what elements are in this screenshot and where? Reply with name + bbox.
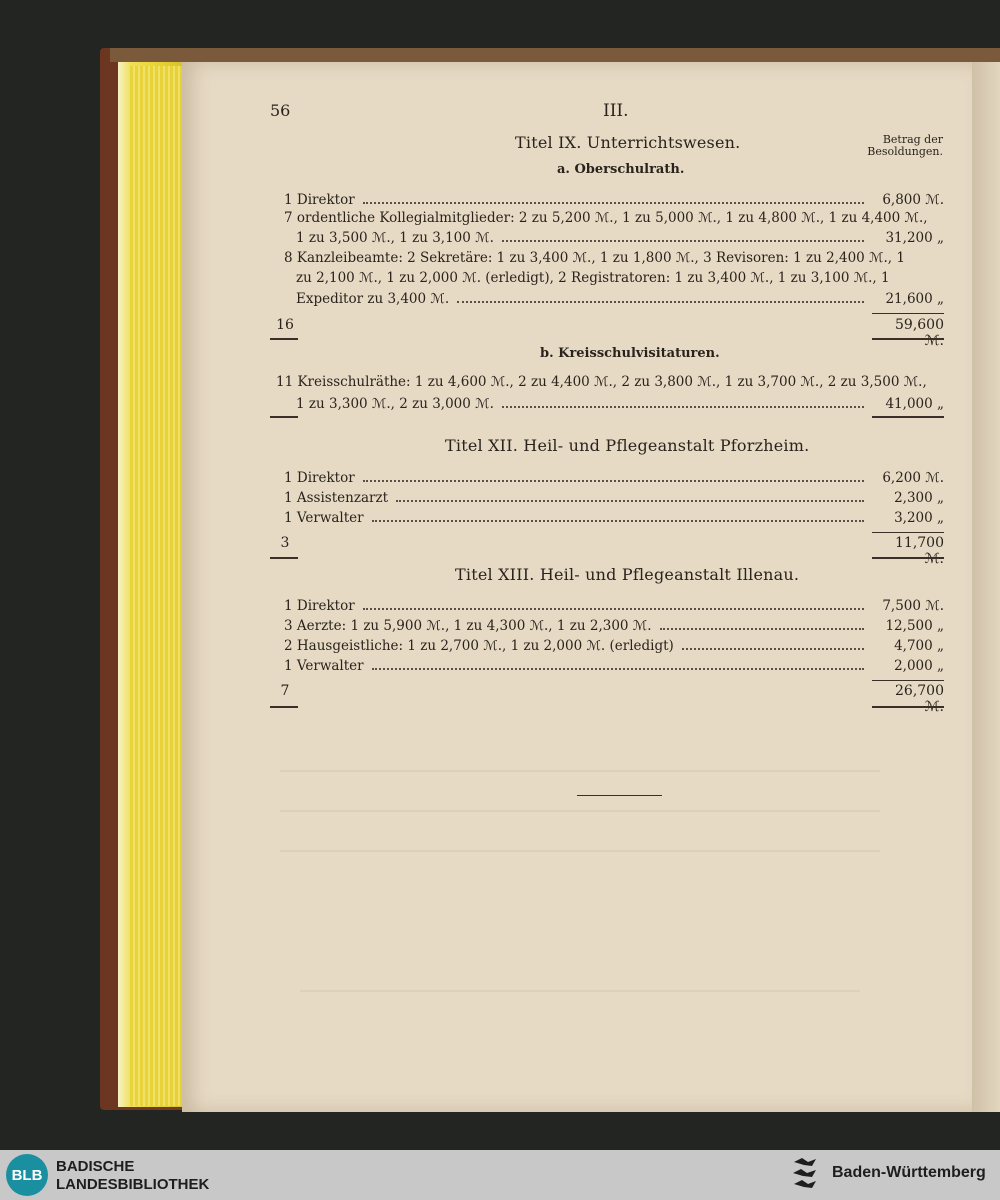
sum-rule <box>872 532 944 533</box>
row-amount: 21,600 „ <box>885 291 944 307</box>
row-xiii-2 <box>284 634 944 654</box>
leader-dots <box>682 648 864 650</box>
row-xiii-3 <box>284 654 944 674</box>
baden-wuerttemberg-label[interactable]: Baden-Württemberg <box>832 1164 986 1181</box>
leader-dots <box>396 500 864 502</box>
titel-ix-heading: Titel IX. Unterrichtswesen. <box>515 133 741 152</box>
total-amount-xiii: 26,700 ℳ. <box>895 683 944 715</box>
row-label: 1 Direktor <box>284 598 355 614</box>
total-rule-right <box>872 706 944 708</box>
row-xiii-0 <box>284 594 944 614</box>
leader-dots <box>363 608 864 610</box>
row-xii-1 <box>284 486 944 506</box>
show-through <box>280 810 880 812</box>
section-a-heading: a. Oberschulrath. <box>557 162 685 177</box>
row-xiii-1 <box>284 614 944 634</box>
sum-rule <box>872 680 944 681</box>
leader-dots <box>660 628 864 630</box>
show-through <box>280 850 880 852</box>
kreisschul-line-1: 11 Kreisschulräthe: 1 zu 4,600 ℳ., 2 zu 4,400 ℳ., 2 zu 3,800 ℳ., 1 zu 3,700 ℳ., 2 zu 3,500 ℳ., <box>276 374 927 390</box>
leader-dots <box>372 520 864 522</box>
row-amount: 3,200 „ <box>894 510 944 526</box>
row-amount: 2,300 „ <box>894 490 944 506</box>
row-kreisschul <box>296 392 944 412</box>
total-rule-right <box>872 338 944 340</box>
row-amount: 6,200 ℳ. <box>882 470 944 486</box>
total-rule-left <box>270 706 298 708</box>
total-count-xiii: 7 <box>280 683 290 699</box>
row-amount: 6,800 ℳ. <box>882 192 944 208</box>
total-rule-left <box>270 416 298 418</box>
row-label: Expeditor zu 3,400 ℳ. <box>296 291 450 307</box>
row-amount: 31,200 „ <box>885 230 944 246</box>
show-through <box>280 770 880 772</box>
page-number: 56 <box>270 101 291 120</box>
blb-logo-icon[interactable]: BLB <box>6 1154 48 1196</box>
row-label: 1 Verwalter <box>284 658 364 674</box>
leader-dots <box>363 202 864 204</box>
column-header: Betrag der Besoldungen. <box>867 133 943 158</box>
section-b-heading: b. Kreisschulvisitaturen. <box>540 346 720 361</box>
row-label: 3 Aerzte: 1 zu 5,900 ℳ., 1 zu 4,300 ℳ., 1 zu 2,300 ℳ. <box>284 618 652 634</box>
row-amount: 7,500 ℳ. <box>882 598 944 614</box>
total-count-xii: 3 <box>280 535 290 551</box>
row-kollegial <box>296 226 944 246</box>
leader-dots <box>457 301 864 303</box>
row-amount: 12,500 „ <box>885 618 944 634</box>
baden-wuerttemberg-lions-icon[interactable] <box>790 1156 820 1194</box>
row-label: 2 Hausgeistliche: 1 zu 2,700 ℳ., 1 zu 2,000 ℳ. (erledigt) <box>284 638 674 654</box>
total-rule-left <box>270 557 298 559</box>
row-amount: 4,700 „ <box>894 638 944 654</box>
section-number: III. <box>603 101 629 121</box>
row-amount: 2,000 „ <box>894 658 944 674</box>
show-through <box>300 990 860 992</box>
row-label: 1 zu 3,500 ℳ., 1 zu 3,100 ℳ. <box>296 230 494 246</box>
leader-dots <box>372 668 864 670</box>
end-rule <box>577 795 662 796</box>
titel-xiii-heading: Titel XIII. Heil- und Pflegeanstalt Illenau. <box>455 565 800 584</box>
sum-rule <box>872 313 944 314</box>
leader-dots <box>363 480 864 482</box>
total-rule-right <box>872 416 944 418</box>
row-direktor-ix <box>284 188 944 208</box>
total-rule-right <box>872 557 944 559</box>
total-count-a: 16 <box>276 317 294 333</box>
row-amount: 41,000 „ <box>885 396 944 412</box>
row-kanzlei <box>296 287 944 307</box>
blb-line-2: LANDESBIBLIOTHEK <box>56 1176 210 1193</box>
total-amount-a: 59,600 ℳ. <box>895 317 944 349</box>
kanzlei-line-2: zu 2,100 ℳ., 1 zu 2,000 ℳ. (erledigt), 2 Registratoren: 1 zu 3,400 ℳ., 1 zu 3,100 ℳ., 1 <box>296 270 890 286</box>
blb-library-name[interactable] <box>56 1158 209 1194</box>
kollegial-line-1: 7 ordentliche Kollegialmitglieder: 2 zu 5,200 ℳ., 1 zu 5,000 ℳ., 1 zu 4,800 ℳ., 1 zu 4,400 ℳ., <box>284 210 928 226</box>
row-label: 1 zu 3,300 ℳ., 2 zu 3,000 ℳ. <box>296 396 494 412</box>
leader-dots <box>502 240 864 242</box>
row-label: 1 Direktor <box>284 470 355 486</box>
blb-line-1: BADISCHE <box>56 1158 135 1175</box>
kanzlei-line-1: 8 Kanzleibeamte: 2 Sekretäre: 1 zu 3,400 ℳ., 1 zu 1,800 ℳ., 3 Revisoren: 1 zu 2,400 ℳ., 1 <box>284 250 905 266</box>
leader-dots <box>502 406 864 408</box>
row-label: 1 Direktor <box>284 192 355 208</box>
row-xii-2 <box>284 506 944 526</box>
total-rule-left <box>270 338 298 340</box>
row-label: 1 Assistenzarzt <box>284 490 388 506</box>
total-amount-xii: 11,700 ℳ. <box>895 535 944 567</box>
row-label: 1 Verwalter <box>284 510 364 526</box>
titel-xii-heading: Titel XII. Heil- und Pflegeanstalt Pforzheim. <box>445 436 810 455</box>
row-xii-0 <box>284 466 944 486</box>
